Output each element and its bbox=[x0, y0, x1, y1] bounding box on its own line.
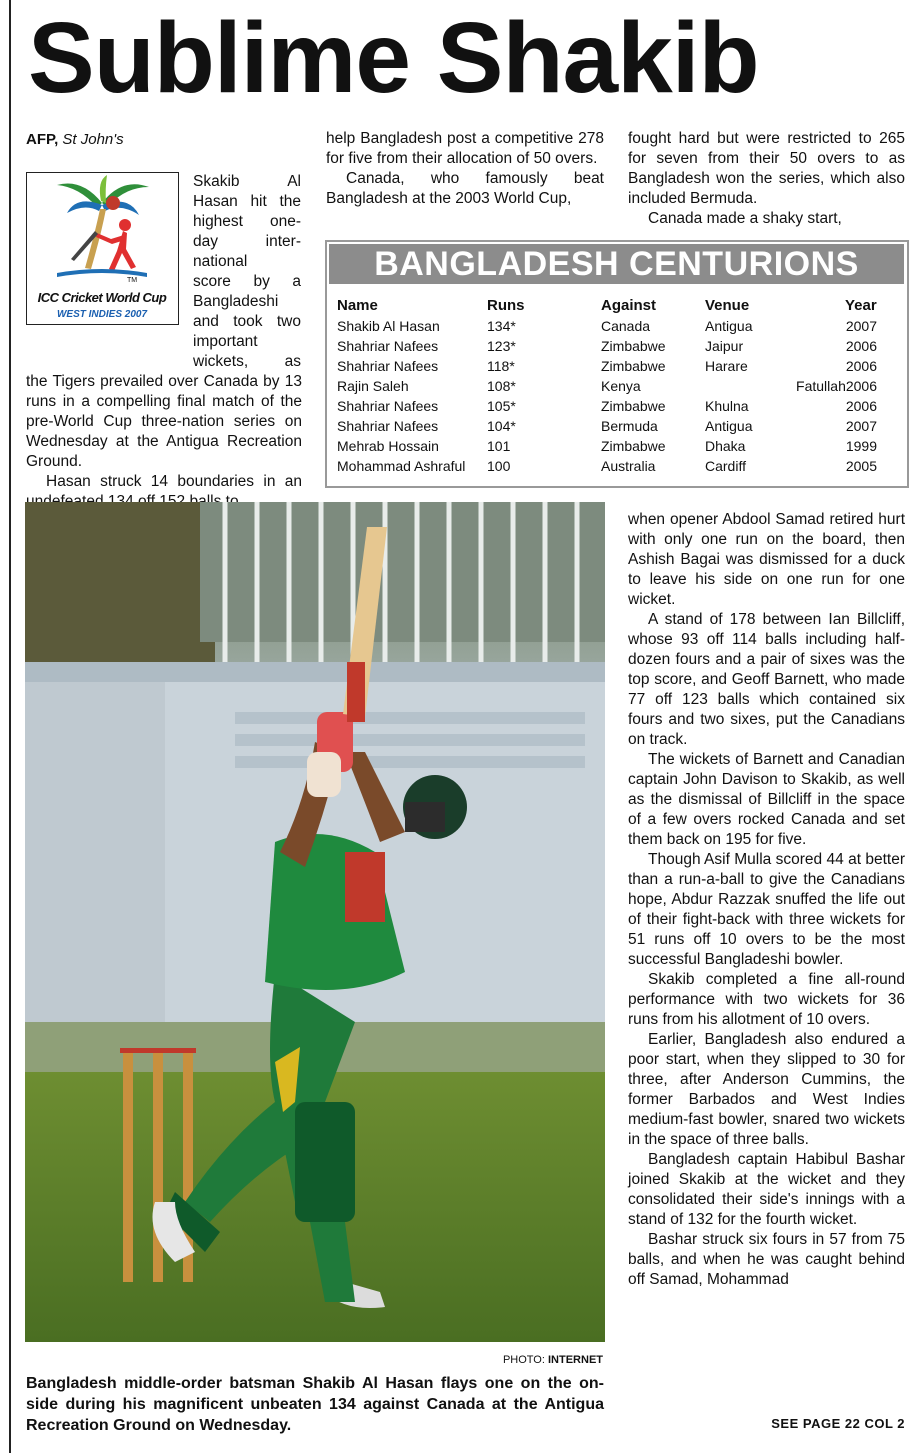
cell-venue: Dhaka bbox=[705, 438, 746, 454]
column-3-top-body bbox=[628, 129, 905, 229]
cell-year: 2007 bbox=[845, 318, 877, 334]
text-line: highest one- bbox=[193, 213, 301, 230]
cell-runs: 123* bbox=[487, 338, 516, 354]
column-3-bottom-body bbox=[628, 510, 905, 1290]
cell-against: Australia bbox=[601, 458, 656, 474]
paragraph: fought hard but were restricted to 265 for seven from their 50 overs to as Bangladesh won the series, which also included Bermuda. bbox=[628, 130, 905, 207]
cell-name: Mohammad Ashraful bbox=[337, 458, 466, 474]
column-2-body bbox=[326, 129, 604, 209]
column-1-body bbox=[26, 372, 302, 512]
header-venue: Venue bbox=[705, 297, 750, 314]
text-line: national bbox=[193, 253, 248, 270]
cell-venue: Harare bbox=[705, 358, 748, 374]
palm-figure-icon bbox=[27, 173, 177, 291]
cell-runs: 108* bbox=[487, 378, 516, 394]
paragraph: help Bangladesh post a competitive 278 for five from their allocation of 50 overs. bbox=[326, 130, 604, 167]
cell-against: Canada bbox=[601, 318, 651, 334]
cell-against: Zimbabwe bbox=[601, 398, 666, 414]
byline bbox=[26, 131, 124, 149]
paragraph: when opener Abdool Samad retired hurt with only one run on the board, then Ashish Bagai was dismissed for a duck to leave his side on one run for one wicket. bbox=[628, 511, 905, 608]
cell-name: Shahriar Nafees bbox=[337, 418, 439, 434]
continuation-link[interactable]: SEE PAGE 22 COL 2 bbox=[771, 1416, 905, 1431]
batsman-photo-image bbox=[25, 502, 605, 1342]
paragraph: Bashar struck six fours in 57 from 75 balls, and when he was caught behind off Samad, Mohammad bbox=[628, 1231, 905, 1288]
cell-against: Zimbabwe bbox=[601, 438, 666, 454]
text-line: wickets, as bbox=[193, 353, 301, 370]
batsman-photo bbox=[25, 502, 605, 1342]
photo-caption: Bangladesh middle-order batsman Shakib Al Hasan flays one on the on-side during his magnificent unbeaten 134 against Canada at the Antigua Recreation Ground on Wednesday. bbox=[26, 1375, 604, 1434]
cell-against: Zimbabwe bbox=[601, 358, 666, 374]
cell-against: Bermuda bbox=[601, 418, 658, 434]
left-column-rule bbox=[9, 0, 11, 1453]
text-line: and took two bbox=[193, 313, 301, 330]
table-title: BANGLADESH CENTURIONS bbox=[329, 244, 904, 284]
text-line: important bbox=[193, 333, 258, 350]
paragraph: Canada, who famously beat Bangladesh at the 2003 World Cup, bbox=[326, 170, 604, 207]
cell-name: Shahriar Nafees bbox=[337, 338, 439, 354]
header-year: Year bbox=[845, 297, 877, 314]
cell-runs: 100 bbox=[487, 458, 511, 474]
paragraph: A stand of 178 between Ian Billcliff, whose 93 off 114 balls including half-dozen fours and a pair of sixes was the top score, and Geoff Barnett, who made 77 off 123 balls which contained six fours and two sixes, put the Canadians on track. bbox=[628, 611, 905, 748]
cell-name: Shahriar Nafees bbox=[337, 398, 439, 414]
photo-credit-prefix: PHOTO: bbox=[502, 1354, 545, 1366]
cell-venue: Khulna bbox=[705, 398, 749, 414]
cell-name: Rajin Saleh bbox=[337, 378, 409, 394]
cell-year: 2007 bbox=[845, 418, 877, 434]
paragraph: Though Asif Mulla scored 44 at better than a run-a-ball to give the Canadians hope, Abdur Razzak snuffed the life out of their fight-back with three wickets for 51 runs off 10 overs to be the most successful Bangladeshi bowler. bbox=[628, 851, 905, 968]
col1-wrap-text bbox=[193, 172, 301, 372]
cell-year: Fatullah2006 bbox=[796, 378, 877, 394]
cell-runs: 101 bbox=[487, 438, 511, 454]
cell-name: Shahriar Nafees bbox=[337, 358, 439, 374]
text-line: Bangladeshi bbox=[193, 293, 279, 310]
cell-runs: 134* bbox=[487, 318, 516, 334]
cell-year: 1999 bbox=[845, 438, 877, 454]
photo-credit-source: INTERNET bbox=[548, 1354, 603, 1366]
byline-agency: AFP, bbox=[26, 131, 59, 148]
cell-against: Kenya bbox=[601, 378, 641, 394]
text-line: Skakib Al bbox=[193, 173, 301, 190]
logo-subtitle: WEST INDIES 2007 bbox=[56, 309, 148, 320]
header-runs: Runs bbox=[487, 297, 525, 314]
text-line: Hasan hit the bbox=[193, 193, 301, 210]
cell-against: Zimbabwe bbox=[601, 338, 666, 354]
cell-year: 2005 bbox=[845, 458, 877, 474]
headline: Sublime Shakib bbox=[28, 2, 759, 114]
cell-runs: 105* bbox=[487, 398, 516, 414]
centurions-table bbox=[325, 240, 909, 488]
header-against: Against bbox=[601, 297, 657, 314]
paragraph: the Tigers prevailed over Canada by 13 runs in a compelling final match of the pre-World Cup three-nation series on Wednesday at the Antigua Recreation Ground. bbox=[26, 373, 302, 470]
paragraph: Hasan struck 14 boundaries in an bbox=[46, 473, 302, 490]
paragraph: Skakib completed a fine all-round performance with two wickets for 36 runs from his allotment of 10 overs. bbox=[628, 971, 905, 1028]
paragraph: Bangladesh captain Habibul Bashar joined Skakib at the wicket and they consolidated their side's innings with a stand of 132 for the fourth wicket. bbox=[628, 1151, 905, 1228]
text-line: day inter- bbox=[193, 233, 301, 250]
cell-venue: Cardiff bbox=[705, 458, 746, 474]
cell-year: 2006 bbox=[845, 358, 877, 374]
cell-runs: 104* bbox=[487, 418, 516, 434]
cell-runs: 118* bbox=[487, 358, 515, 374]
photo-credit bbox=[470, 1353, 603, 1367]
cell-name: Mehrab Hossain bbox=[337, 438, 439, 454]
cell-venue: Antigua bbox=[705, 318, 753, 334]
cell-year: 2006 bbox=[845, 398, 877, 414]
cell-name: Shakib Al Hasan bbox=[337, 318, 440, 334]
paragraph: Earlier, Bangladesh also endured a poor start, when they slipped to 30 for three, after Anderson Cummins, the former Barbados and West Indies medium-fast bowler, snared two wickets in the space of three balls. bbox=[628, 1031, 905, 1148]
world-cup-logo bbox=[26, 172, 179, 325]
logo-title: ICC Cricket World Cup bbox=[37, 290, 167, 305]
text-line: score by a bbox=[193, 273, 301, 290]
cell-year: 2006 bbox=[845, 338, 877, 354]
paragraph: Canada made a shaky start, bbox=[648, 210, 842, 227]
header-name: Name bbox=[337, 297, 378, 314]
cell-venue: Jaipur bbox=[705, 338, 744, 354]
logo-trademark: TM bbox=[127, 277, 138, 284]
paragraph: The wickets of Barnett and Canadian captain John Davison to Skakib, as well as the dismissal of Billcliff in the space of a few overs rocked Canada and set them back on 195 for five. bbox=[628, 751, 905, 848]
cell-venue: Antigua bbox=[705, 418, 753, 434]
byline-location: St John's bbox=[62, 131, 124, 148]
